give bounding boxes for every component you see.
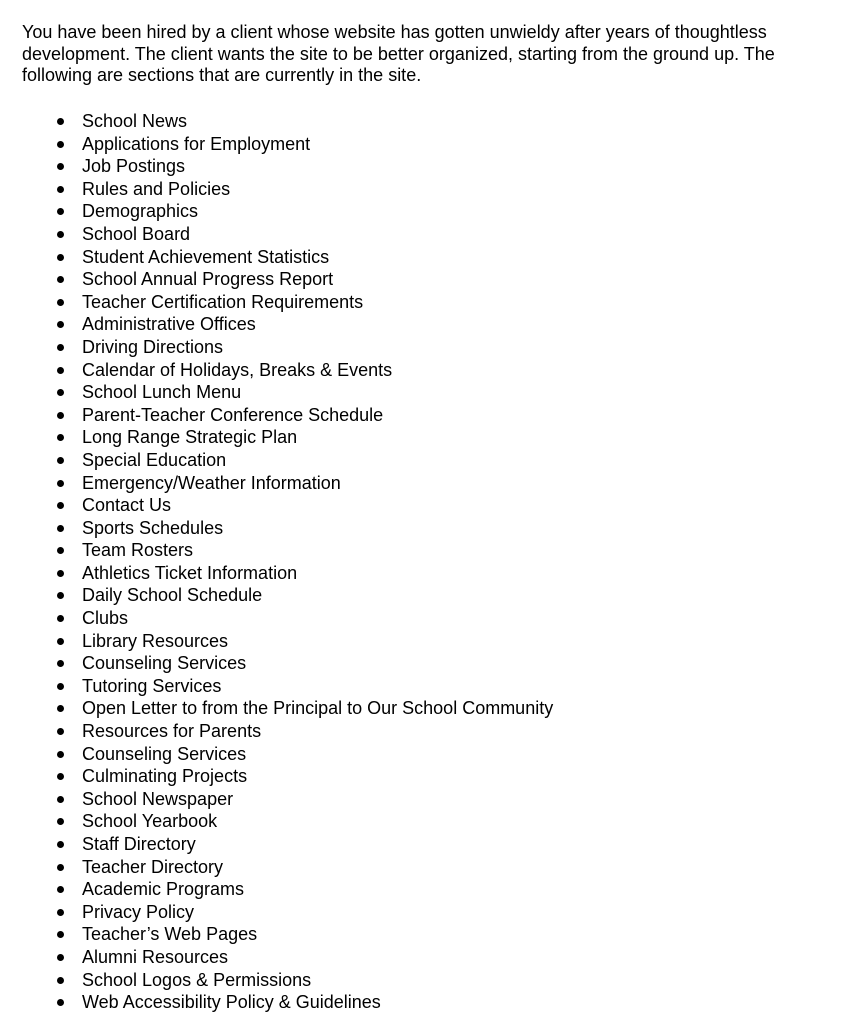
document-page xyxy=(22,22,822,1013)
list-item-label: Counseling Services xyxy=(82,743,247,764)
list-item-label: Sports Schedules xyxy=(82,517,224,538)
list-item xyxy=(22,472,802,495)
bullet-icon xyxy=(57,186,64,193)
bullet-icon xyxy=(57,751,64,758)
list-item xyxy=(22,991,802,1014)
list-item-label: Contact Us xyxy=(82,495,172,516)
list-item-label: Parent-Teacher Conference Schedule xyxy=(82,404,384,425)
list-item-label: School News xyxy=(82,111,188,131)
list-item-label: School Newspaper xyxy=(82,788,234,809)
list-item xyxy=(22,291,802,314)
bullet-icon xyxy=(57,796,64,803)
bullet-icon xyxy=(57,141,64,148)
list-item xyxy=(22,200,802,223)
list-item-label: Daily School Schedule xyxy=(82,585,263,606)
list-item-label: Open Letter to from the Principal to Our School Community xyxy=(82,698,554,719)
list-item xyxy=(22,607,802,630)
list-item xyxy=(22,901,802,924)
list-item xyxy=(22,517,802,540)
bullet-icon xyxy=(57,367,64,374)
list-item xyxy=(22,810,802,833)
bullet-icon xyxy=(57,683,64,690)
list-item-label: Teacher’s Web Pages xyxy=(82,924,258,945)
bullet-icon xyxy=(57,705,64,712)
bullet-icon xyxy=(57,457,64,464)
list-item xyxy=(22,833,802,856)
bullet-icon xyxy=(57,231,64,238)
list-item-label: Web Accessibility Policy & Guidelines xyxy=(82,992,381,1013)
list-item-label: Student Achievement Statistics xyxy=(82,246,330,267)
bullet-icon xyxy=(57,931,64,938)
list-item-label: Culminating Projects xyxy=(82,766,248,787)
list-item xyxy=(22,313,802,336)
list-item xyxy=(22,765,802,788)
list-item-label: Staff Directory xyxy=(82,834,196,854)
intro-paragraph: You have been hired by a client whose website has gotten unwieldy after years of thoughtless development. The client wants the site to be better organized, starting from the ground up. The following are sections that are currently in the site. xyxy=(22,22,775,85)
bullet-icon xyxy=(57,480,64,487)
list-item-label: Job Postings xyxy=(82,156,186,177)
list-item-label: School Yearbook xyxy=(82,811,218,832)
list-item xyxy=(22,856,802,879)
list-item xyxy=(22,359,802,382)
list-item xyxy=(22,155,802,178)
list-item xyxy=(22,449,802,472)
list-item-label: Teacher Certification Requirements xyxy=(82,291,364,312)
list-item xyxy=(22,426,802,449)
list-item xyxy=(22,404,802,427)
list-item xyxy=(22,720,802,743)
list-item-label: Athletics Ticket Information xyxy=(82,562,298,583)
bullet-icon xyxy=(57,615,64,622)
list-item xyxy=(22,878,802,901)
list-item xyxy=(22,110,802,133)
site-sections-list xyxy=(22,110,802,1014)
bullet-icon xyxy=(57,954,64,961)
list-item xyxy=(22,336,802,359)
list-item xyxy=(22,969,802,992)
bullet-icon xyxy=(57,886,64,893)
bullet-icon xyxy=(57,818,64,825)
list-item-label: School Board xyxy=(82,223,191,244)
list-item-label: Calendar of Holidays, Breaks & Events xyxy=(82,359,393,380)
list-item xyxy=(22,788,802,811)
bullet-icon xyxy=(57,547,64,554)
list-item xyxy=(22,743,802,766)
bullet-icon xyxy=(57,977,64,984)
list-item-label: Applications for Employment xyxy=(82,133,311,154)
bullet-icon xyxy=(57,728,64,735)
bullet-icon xyxy=(57,434,64,441)
list-item-label: Driving Directions xyxy=(82,336,224,357)
bullet-icon xyxy=(57,638,64,645)
list-item-label: Long Range Strategic Plan xyxy=(82,427,298,448)
list-item xyxy=(22,539,802,562)
list-item xyxy=(22,246,802,269)
bullet-icon xyxy=(57,163,64,170)
list-item-label: Academic Programs xyxy=(82,879,245,900)
list-item-label: Administrative Offices xyxy=(82,314,256,335)
bullet-icon xyxy=(57,660,64,667)
list-item-label: Tutoring Services xyxy=(82,675,222,696)
list-item-label: Privacy Policy xyxy=(82,901,195,922)
list-item xyxy=(22,133,802,156)
list-item xyxy=(22,946,802,969)
bullet-icon xyxy=(57,299,64,306)
bullet-icon xyxy=(57,321,64,328)
bullet-icon xyxy=(57,864,64,871)
list-item-label: Alumni Resources xyxy=(82,946,229,967)
list-item xyxy=(22,630,802,653)
list-item-label: Rules and Policies xyxy=(82,178,231,199)
list-item-label: School Logos & Permissions xyxy=(82,969,312,990)
bullet-icon xyxy=(57,118,64,125)
bullet-icon xyxy=(57,592,64,599)
bullet-icon xyxy=(57,344,64,351)
list-item xyxy=(22,675,802,698)
bullet-icon xyxy=(57,909,64,916)
list-item-label: Special Education xyxy=(82,449,227,470)
bullet-icon xyxy=(57,999,64,1006)
list-item-label: Resources for Parents xyxy=(82,721,262,742)
list-item-label: Counseling Services xyxy=(82,653,247,674)
list-item-label: Demographics xyxy=(82,201,199,222)
list-item-label: Team Rosters xyxy=(82,540,194,561)
list-item xyxy=(22,697,802,720)
list-item-label: Clubs xyxy=(82,608,129,629)
bullet-icon xyxy=(57,773,64,780)
bullet-icon xyxy=(57,254,64,261)
bullet-icon xyxy=(57,570,64,577)
bullet-icon xyxy=(57,525,64,532)
list-item xyxy=(22,923,802,946)
bullet-icon xyxy=(57,502,64,509)
list-item-label: School Lunch Menu xyxy=(82,382,242,403)
list-item xyxy=(22,494,802,517)
bullet-icon xyxy=(57,208,64,215)
bullet-icon xyxy=(57,389,64,396)
bullet-icon xyxy=(57,841,64,848)
list-item xyxy=(22,584,802,607)
list-item-label: School Annual Progress Report xyxy=(82,269,334,290)
list-item xyxy=(22,562,802,585)
list-item xyxy=(22,381,802,404)
list-item xyxy=(22,652,802,675)
list-item xyxy=(22,268,802,291)
list-item-label: Teacher Directory xyxy=(82,856,224,877)
list-item-label: Library Resources xyxy=(82,630,229,651)
bullet-icon xyxy=(57,412,64,419)
list-item-label: Emergency/Weather Information xyxy=(82,472,341,493)
bullet-icon xyxy=(57,276,64,283)
list-item xyxy=(22,223,802,246)
list-item xyxy=(22,178,802,201)
